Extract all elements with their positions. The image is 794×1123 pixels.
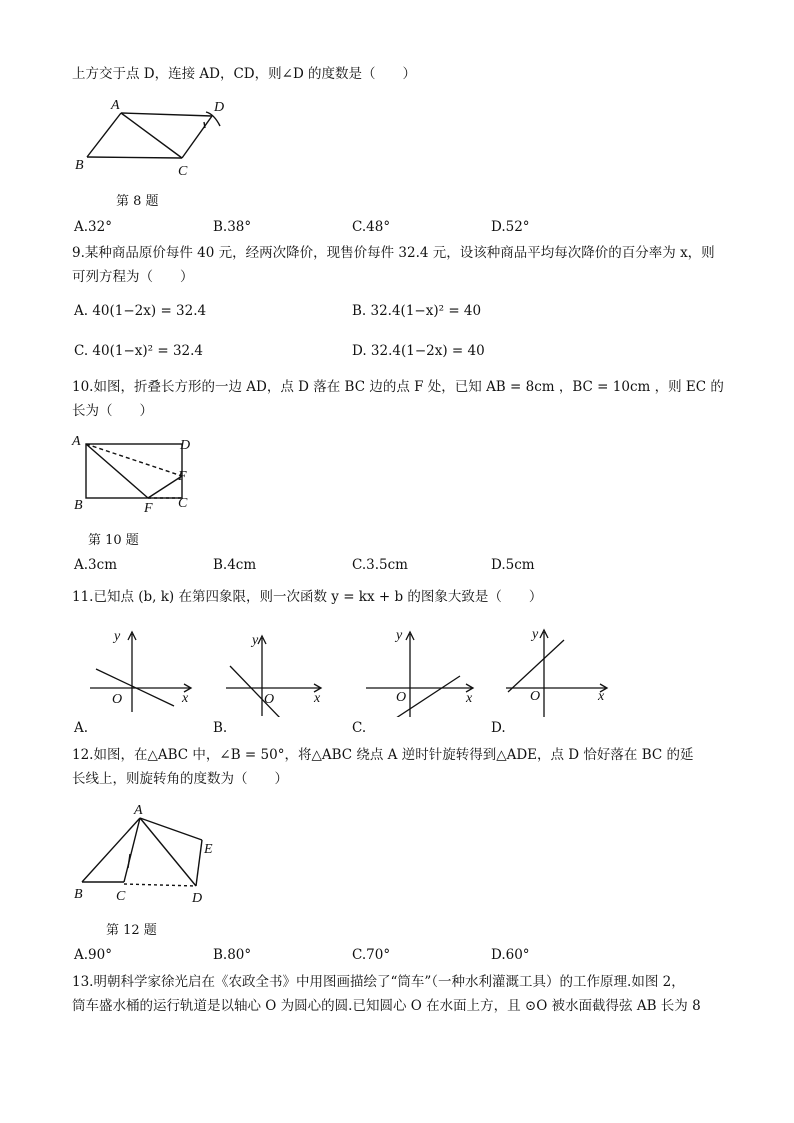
q11-graph-c — [362, 622, 482, 717]
q11-label-c: C. — [352, 720, 367, 736]
q10-option-d: D.5cm — [491, 557, 535, 573]
q12-option-d: D.60° — [491, 947, 530, 963]
q12-label-e: E — [204, 842, 213, 857]
q11-graph-b — [222, 622, 342, 717]
q9-option-c: C. 40(1−x)² = 32.4 — [74, 343, 204, 359]
q11-label-a: A. — [74, 720, 89, 736]
q11-graph-a — [86, 622, 206, 717]
q11-c-y-label: y — [396, 628, 403, 643]
q8-label-d: D — [214, 100, 225, 115]
q8-text-line: 上方交于点 D，连接 AD，CD，则∠D 的度数是（ ） — [72, 66, 417, 82]
q11-a-x-label: x — [182, 691, 189, 706]
q10-label-e: F — [178, 469, 187, 484]
q10-label-b: B — [74, 498, 83, 513]
q12-caption: 第 12 题 — [106, 923, 157, 938]
q8-label-c: C — [178, 164, 188, 179]
q9-option-b: B. 32.4(1−x)² = 40 — [352, 303, 482, 319]
q8-option-d: D.52° — [491, 219, 530, 235]
q10-text-line2: 长为（ ） — [72, 403, 153, 419]
q10-label-a: A — [72, 434, 81, 449]
q10-label-d: D — [180, 438, 191, 453]
q13-text-line2: 筒车盛水桶的运行轨道是以轴心 O 为圆心的圆.已知圆心 O 在水面上方，且 ⊙O 被水面截得弦 AB 长为 8 — [72, 998, 701, 1014]
q11-a-origin: O — [112, 692, 123, 707]
q12-text-line1: 12.如图，在△ABC 中，∠B = 50°，将△ABC 绕点 A 逆时针旋转得到△ADE，点 D 恰好落在 BC 的延 — [72, 747, 694, 763]
q11-c-x-label: x — [466, 691, 473, 706]
q9-text-line1: 9.某种商品原价每件 40 元，经两次降价，现售价每件 32.4 元，设该种商品平均每次降价的百分率为 x，则 — [72, 245, 715, 261]
q12-option-b: B.80° — [213, 947, 252, 963]
q10-label-f: F — [144, 501, 153, 516]
q12-text-line2: 长线上，则旋转角的度数为（ ） — [72, 771, 288, 787]
q10-option-c: C.3.5cm — [352, 557, 408, 573]
q8-option-a: A.32° — [74, 219, 112, 235]
q11-graph-d — [502, 622, 622, 717]
q8-figure — [68, 96, 238, 186]
q11-label-d: D. — [491, 720, 506, 736]
q12-label-a: A — [134, 803, 143, 818]
q9-text-line2: 可列方程为（ ） — [72, 269, 194, 285]
q13-text-line1: 13.明朝科学家徐光启在《农政全书》中用图画描绘了“筒车”（一种水利灌溉工具）的工作原理.如图 2， — [72, 974, 685, 990]
q8-label-b: B — [75, 158, 84, 173]
q12-figure — [68, 798, 228, 908]
q11-text-line: 11.已知点 (b, k) 在第四象限，则一次函数 y = kx + b 的图象大致是（ ） — [72, 589, 543, 605]
q8-option-c: C.48° — [352, 219, 391, 235]
q12-label-b: B — [74, 887, 83, 902]
q10-caption: 第 10 题 — [88, 533, 139, 548]
q8-option-b: B.38° — [213, 219, 252, 235]
q12-label-d: D — [192, 891, 203, 906]
q10-option-a: A.3cm — [74, 557, 117, 573]
q9-option-a: A. 40(1−2x) = 32.4 — [74, 303, 207, 319]
q11-c-origin: O — [396, 690, 407, 705]
q11-b-origin: O — [264, 692, 275, 707]
q11-d-origin: O — [530, 689, 541, 704]
q8-label-a: A — [111, 98, 120, 113]
q12-option-c: C.70° — [352, 947, 391, 963]
q10-option-b: B.4cm — [213, 557, 257, 573]
q11-a-y-label: y — [114, 629, 121, 644]
q11-b-y-label: y — [252, 633, 259, 648]
q11-d-y-label: y — [532, 627, 539, 642]
q10-label-c: C — [178, 496, 188, 511]
q11-d-x-label: x — [598, 689, 605, 704]
q12-label-c: C — [116, 889, 126, 904]
q10-figure — [68, 430, 208, 520]
q12-option-a: A.90° — [74, 947, 112, 963]
q9-option-d: D. 32.4(1−2x) = 40 — [352, 343, 485, 359]
q11-label-b: B. — [213, 720, 228, 736]
q10-text-line1: 10.如图，折叠长方形的一边 AD，点 D 落在 BC 边的点 F 处，已知 AB = 8cm ，BC = 10cm ，则 EC 的 — [72, 379, 724, 395]
q11-b-x-label: x — [314, 691, 321, 706]
q8-caption: 第 8 题 — [116, 194, 159, 209]
